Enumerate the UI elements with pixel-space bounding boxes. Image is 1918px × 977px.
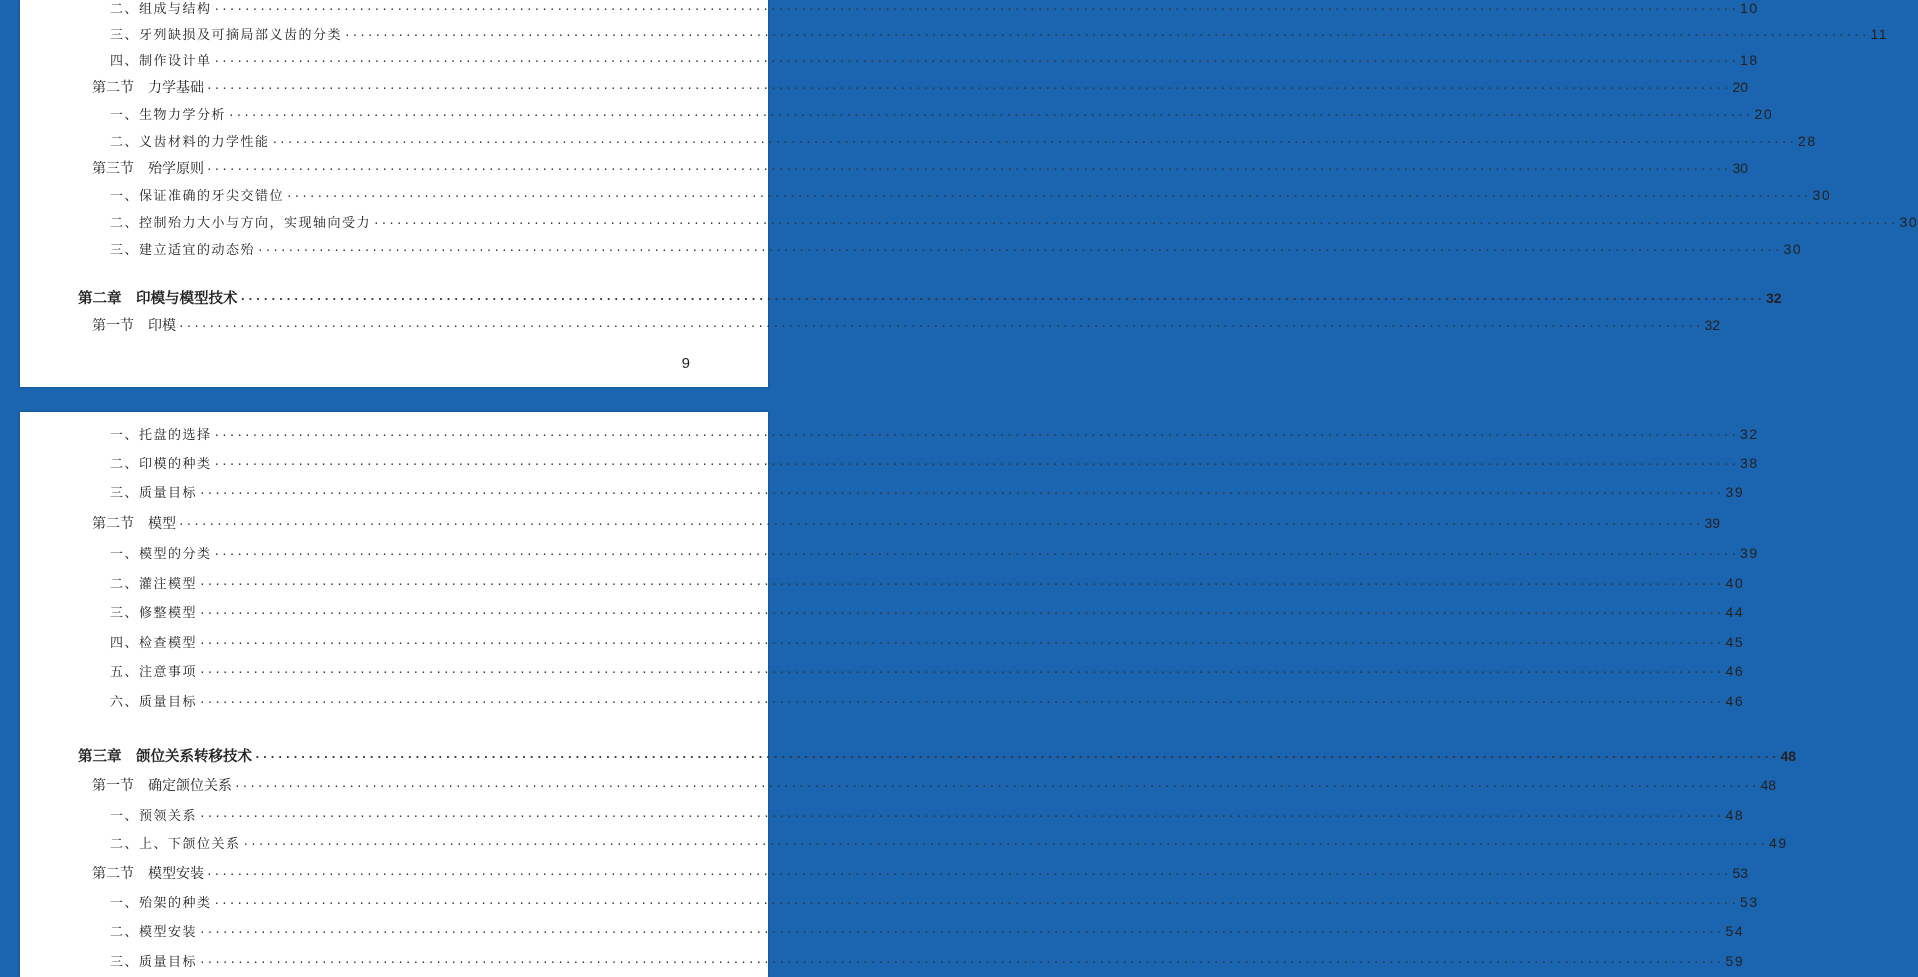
toc-entry-page: 53 — [1740, 894, 1759, 910]
toc-entry-page: 30 — [1732, 160, 1749, 176]
leader-dots: ········································································································································································································ — [228, 109, 1753, 122]
toc-entry-title: 第一节 确定颌位关系 — [92, 777, 232, 793]
leader-dots: ········································································································································································································ — [271, 136, 1797, 149]
toc-entry-page: 40 — [1725, 575, 1745, 591]
leader-dots: ········································································································································································································ — [234, 780, 1759, 793]
leader-dots: ········································································································································································································ — [239, 293, 1765, 306]
toc-entry-title: 三、建立适宜的动态殆 — [110, 243, 256, 258]
toc-entry — [110, 49, 1759, 71]
toc-entry — [92, 157, 1749, 179]
toc-entry-title: 二、灌注模型 — [110, 577, 198, 592]
toc-entry-title: 一、殆架的种类 — [110, 896, 212, 911]
toc-entry-page: 30 — [1812, 187, 1832, 203]
page-number: 9 — [681, 355, 690, 372]
toc-entry-page: 38 — [1740, 455, 1759, 471]
toc-entry-page: 30 — [1783, 241, 1803, 257]
toc-entry-page: 45 — [1725, 634, 1745, 650]
toc-entry-page: 48 — [1760, 777, 1777, 793]
toc-entry — [110, 631, 1745, 653]
toc-entry-title: 三、质量目标 — [110, 486, 198, 501]
toc-entry-title: 二、控制殆力大小与方向，实现轴向受力 — [110, 216, 372, 231]
toc-entry — [92, 76, 1749, 98]
toc-entry-page: 53 — [1732, 865, 1749, 881]
toc-entry-page: 39 — [1740, 545, 1759, 561]
leader-dots: ········································································································································································································ — [373, 217, 1898, 230]
toc-entry — [110, 920, 1745, 942]
toc-entry — [78, 745, 1797, 767]
toc-entry-title: 三、修整模型 — [110, 606, 198, 621]
leader-dots: ········································································································································································································ — [206, 163, 1731, 176]
toc-entry — [110, 23, 1889, 45]
leader-dots: ········································································································································································································ — [254, 751, 1779, 764]
toc-entry-title: 六、质量目标 — [110, 695, 198, 710]
toc-entry-page: 18 — [1740, 52, 1759, 68]
toc-entry-page: 32 — [1704, 317, 1721, 333]
toc-entry — [92, 314, 1721, 336]
toc-entry-page: 32 — [1766, 290, 1782, 306]
toc-entry — [110, 423, 1759, 445]
toc-entry-title: 第三章 颌位关系转移技术 — [78, 749, 252, 765]
toc-entry-title: 一、生物力学分析 — [110, 108, 227, 123]
toc-entry-page: 32 — [1740, 426, 1759, 442]
leader-dots: ········································································································································································································ — [242, 838, 1768, 851]
leader-dots: ········································································································································································································ — [206, 868, 1731, 881]
leader-dots: ········································································································································································································ — [199, 637, 1724, 650]
toc-entry-page: 59 — [1725, 953, 1745, 969]
toc-entry-page: 30 — [1899, 214, 1918, 230]
toc-entry-title: 二、印模的种类 — [110, 457, 212, 472]
toc-entry-title: 第二节 力学基础 — [92, 79, 204, 95]
toc-entry-page: 39 — [1725, 484, 1745, 500]
toc-entry-title: 一、保证准确的牙尖交错位 — [110, 189, 285, 204]
toc-entry — [110, 238, 1803, 260]
leader-dots: ········································································································································································································ — [213, 458, 1739, 471]
leader-dots: ········································································································································································································ — [199, 696, 1724, 709]
toc-entry-title: 第二章 印模与模型技术 — [78, 291, 238, 307]
toc-entry — [110, 891, 1759, 913]
toc-entry — [110, 601, 1745, 623]
leader-dots: ········································································································································································································ — [178, 518, 1703, 531]
toc-entry — [110, 103, 1774, 125]
leader-dots: ········································································································································································································ — [213, 3, 1739, 16]
leader-dots: ········································································································································································································ — [199, 956, 1724, 969]
leader-dots: ········································································································································································································ — [257, 244, 1782, 257]
leader-dots: ········································································································································································································ — [199, 666, 1724, 679]
toc-entry-page: 54 — [1725, 923, 1745, 939]
toc-entry-page: 48 — [1725, 807, 1745, 823]
leader-dots: ········································································································································································································ — [286, 190, 1811, 203]
leader-dots: ········································································································································································································ — [199, 607, 1724, 620]
toc-entry-page: 48 — [1780, 748, 1797, 764]
leader-dots: ········································································································································································································ — [213, 548, 1739, 561]
toc-entry-page: 46 — [1725, 663, 1745, 679]
toc-entry — [110, 832, 1788, 854]
leader-dots: ········································································································································································································ — [213, 897, 1739, 910]
toc-entry-title: 二、义齿材料的力学性能 — [110, 135, 270, 150]
toc-entry-title: 一、预领关系 — [110, 809, 198, 824]
toc-entry-title: 三、质量目标 — [110, 955, 198, 970]
toc-entry — [92, 862, 1749, 884]
toc-entry-title: 第一节 印模 — [92, 317, 176, 333]
leader-dots: ········································································································································································································ — [199, 487, 1724, 500]
toc-entry-page: 28 — [1798, 133, 1817, 149]
toc-entry-title: 二、上、下颌位关系 — [110, 837, 241, 852]
toc-entry-title: 第二节 模型安装 — [92, 865, 204, 881]
leader-dots: ········································································································································································································ — [199, 926, 1724, 939]
leader-dots: ········································································································································································································ — [199, 578, 1724, 591]
toc-entry-page: 46 — [1725, 693, 1745, 709]
toc-entry — [78, 287, 1782, 309]
toc-entry — [110, 130, 1817, 152]
toc-entry-title: 四、制作设计单 — [110, 54, 212, 69]
toc-entry — [110, 452, 1759, 474]
toc-entry — [110, 184, 1832, 206]
toc-entry-page: 39 — [1704, 515, 1721, 531]
toc-entry — [110, 572, 1745, 594]
toc-entry — [110, 660, 1745, 682]
toc-entry-page: 10 — [1740, 0, 1759, 16]
toc-entry-title: 一、模型的分类 — [110, 547, 212, 562]
toc-entry — [110, 211, 1918, 233]
toc-entry-title: 三、牙列缺损及可摘局部义齿的分类 — [110, 28, 343, 43]
leader-dots: ········································································································································································································ — [213, 55, 1739, 68]
toc-entry-title: 四、检查模型 — [110, 636, 198, 651]
leader-dots: ········································································································································································································ — [344, 29, 1869, 42]
toc-entry-title: 五、注意事项 — [110, 665, 198, 680]
toc-entry-title: 一、托盘的选择 — [110, 428, 212, 443]
toc-entry — [110, 690, 1745, 712]
toc-entry-title: 二、模型安装 — [110, 925, 198, 940]
toc-entry — [110, 0, 1759, 19]
toc-entry — [92, 512, 1721, 534]
toc-entry — [110, 481, 1745, 503]
toc-entry-title: 二、组成与结构 — [110, 2, 212, 17]
toc-entry-page: 20 — [1732, 79, 1749, 95]
toc-entry-title: 第三节 殆学原则 — [92, 160, 204, 176]
toc-page-2 — [20, 412, 1797, 977]
leader-dots: ········································································································································································································ — [199, 810, 1724, 823]
toc-entry — [110, 542, 1759, 564]
toc-entry — [92, 774, 1777, 796]
toc-entry-page: 44 — [1725, 604, 1745, 620]
toc-entry-page: 49 — [1769, 835, 1788, 851]
toc-entry-page: 20 — [1754, 106, 1774, 122]
toc-entry-page: 11 — [1870, 26, 1889, 42]
leader-dots: ········································································································································································································ — [213, 429, 1739, 442]
toc-entry — [110, 804, 1745, 826]
toc-entry-title: 第二节 模型 — [92, 515, 176, 531]
leader-dots: ········································································································································································································ — [178, 320, 1703, 333]
leader-dots: ········································································································································································································ — [206, 82, 1731, 95]
toc-entry — [110, 950, 1745, 972]
toc-page-1 — [20, 0, 1918, 387]
